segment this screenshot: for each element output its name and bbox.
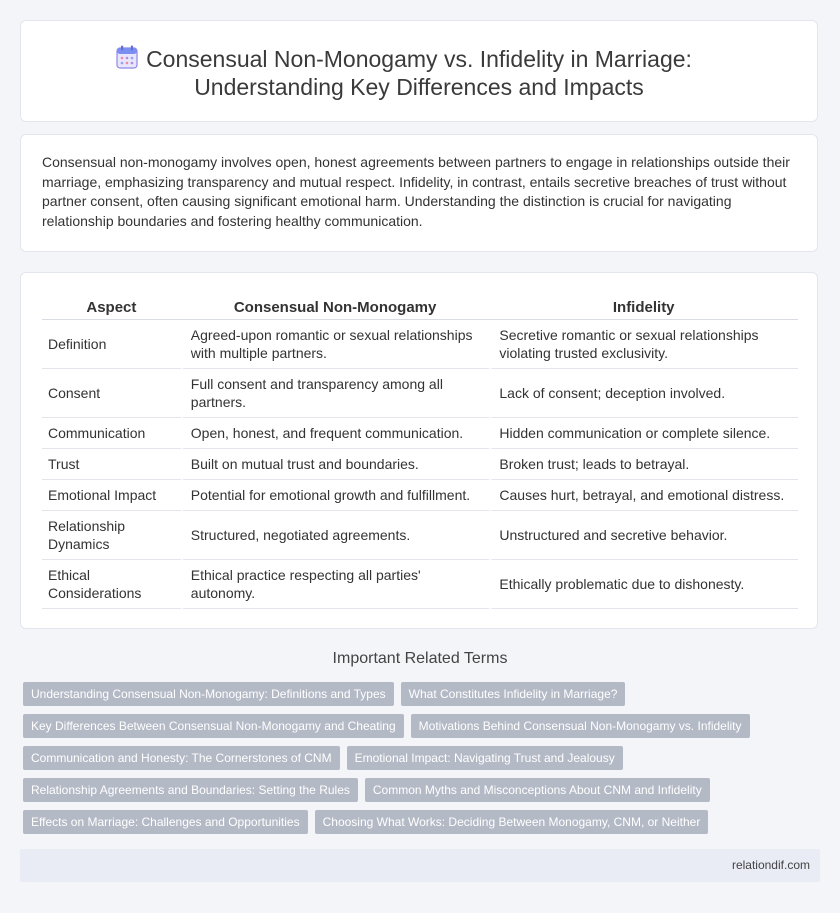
cell-aspect: Emotional Impact (42, 480, 181, 511)
cell-cnm: Structured, negotiated agreements. (181, 511, 490, 560)
cell-aspect: Trust (42, 449, 181, 480)
cell-infidelity: Unstructured and secretive behavior. (489, 511, 798, 560)
table-row (42, 511, 798, 560)
related-term-tag[interactable]: Common Myths and Misconceptions About CNM and Infidelity (365, 778, 710, 802)
table-row (42, 369, 798, 418)
header-aspect: Aspect (42, 295, 181, 320)
cell-infidelity: Hidden communication or complete silence. (489, 418, 798, 449)
cell-cnm: Full consent and transparency among all partners. (181, 369, 490, 418)
table-row (42, 480, 798, 511)
related-terms-title: Important Related Terms (332, 650, 508, 667)
cell-cnm: Open, honest, and frequent communication. (181, 418, 490, 449)
footer (20, 849, 820, 882)
cell-cnm: Ethical practice respecting all parties' autonomy. (181, 560, 490, 609)
cell-aspect: Ethical Considerations (42, 560, 181, 609)
page-title-line1: Consensual Non-Monogamy vs. Infidelity in Marriage: (146, 46, 692, 72)
related-term-tag[interactable]: Key Differences Between Consensual Non-Monogamy and Cheating (23, 714, 404, 738)
cell-aspect: Communication (42, 418, 181, 449)
footer-site-link[interactable]: relationdif.com (731, 858, 810, 872)
header-cnm: Consensual Non-Monogamy (181, 295, 490, 320)
table-row (42, 449, 798, 480)
related-term-tag[interactable]: Relationship Agreements and Boundaries: Setting the Rules (23, 778, 358, 802)
cell-cnm: Built on mutual trust and boundaries. (181, 449, 490, 480)
intro-paragraph: Consensual non-monogamy involves open, honest agreements between partners to engage in relationships outside their marriage, emphasizing transparency and mutual respect. Infidelity, in contrast, entails secretive breaches of trust without partner consent, often causing significant emotional harm. Understanding the distinction is crucial for navigating relationship boundaries and fostering healthy communication. (42, 154, 790, 229)
title-card (20, 20, 818, 122)
cell-infidelity: Ethically problematic due to dishonesty. (489, 560, 798, 609)
cell-infidelity: Lack of consent; deception involved. (489, 369, 798, 418)
related-term-tag[interactable]: Choosing What Works: Deciding Between Monogamy, CNM, or Neither (315, 810, 709, 834)
related-term-tag[interactable]: Communication and Honesty: The Cornerstones of CNM (23, 746, 340, 770)
table-row (42, 560, 798, 609)
cell-aspect: Relationship Dynamics (42, 511, 181, 560)
cell-cnm: Potential for emotional growth and fulfillment. (181, 480, 490, 511)
table-row (42, 320, 798, 369)
table-row (42, 418, 798, 449)
table-header-row (42, 295, 798, 320)
related-term-tag[interactable]: Emotional Impact: Navigating Trust and Jealousy (347, 746, 623, 770)
header-infidelity: Infidelity (489, 295, 798, 320)
related-term-tag[interactable]: Understanding Consensual Non-Monogamy: Definitions and Types (23, 682, 394, 706)
cell-infidelity: Causes hurt, betrayal, and emotional distress. (489, 480, 798, 511)
related-term-tag[interactable]: Motivations Behind Consensual Non-Monogamy vs. Infidelity (411, 714, 750, 738)
cell-cnm: Agreed-upon romantic or sexual relationships with multiple partners. (181, 320, 490, 369)
cell-aspect: Consent (42, 369, 181, 418)
related-term-tag[interactable]: What Constitutes Infidelity in Marriage? (401, 682, 626, 706)
related-terms-list (23, 682, 823, 842)
page-title (21, 45, 817, 101)
page-title-line2: Understanding Key Differences and Impacts (194, 74, 644, 100)
cell-aspect: Definition (42, 320, 181, 369)
cell-infidelity: Broken trust; leads to betrayal. (489, 449, 798, 480)
comparison-card (20, 272, 818, 629)
cell-infidelity: Secretive romantic or sexual relationships violating trusted exclusivity. (489, 320, 798, 369)
comparison-table (42, 295, 798, 609)
related-term-tag[interactable]: Effects on Marriage: Challenges and Opportunities (23, 810, 308, 834)
intro-card (20, 134, 818, 252)
